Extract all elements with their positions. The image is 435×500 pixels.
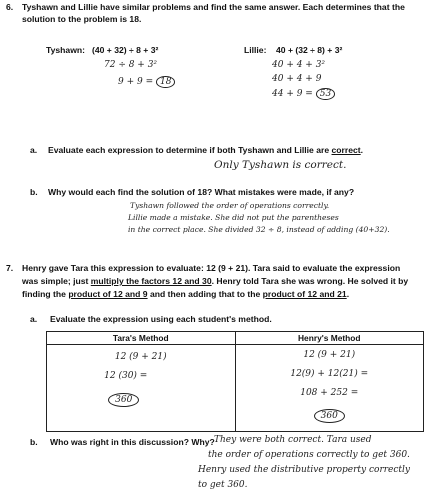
henry-answer-circle: 360	[314, 409, 345, 423]
tara-method-header: Tara's Method	[47, 332, 236, 345]
q6b-answer-line2: Lillie made a mistake. She did not put the parentheses	[128, 213, 339, 222]
lillie-expression: 40 + (32 ÷ 8) + 3²	[276, 45, 343, 55]
tara-work-step1: 12 (9 + 21)	[114, 352, 167, 362]
q6b-label: b.	[30, 187, 38, 197]
q7-line3-b: and then adding that to the	[147, 289, 263, 299]
q7-line2-b: . Henry told Tara she was wrong. He solved it by	[211, 276, 409, 286]
q7a-prompt: Evaluate the expression using each student's method.	[50, 314, 272, 324]
q7b-answer-line2: the order of operations correctly to get 360.	[208, 450, 410, 460]
q6-number: 6.	[6, 2, 14, 12]
q7-line2-underlined: multiply the factors 12 and 30	[90, 276, 212, 286]
lillie-work-step3	[272, 88, 335, 100]
q7b-prompt: Who was right in this discussion? Why?	[50, 437, 215, 447]
tara-answer-circle: 360	[108, 393, 139, 407]
tara-answer-wrap	[13, 393, 235, 407]
methods-table	[46, 331, 424, 432]
tyshawn-label: Tyshawn:	[46, 45, 85, 55]
q7-line3-underlined-2: product of 12 and 21	[262, 289, 347, 299]
q7-line3	[22, 289, 349, 300]
tyshawn-work-step2	[118, 76, 175, 88]
lillie-work-step3-text: 44 + 9 =	[272, 89, 316, 99]
q6b-answer-line1: Tyshawn followed the order of operations correctly.	[130, 201, 330, 210]
q7-line2	[22, 276, 408, 287]
q7-line1: Henry gave Tara this expression to evaluate: 12 (9 + 21). Tara said to evaluate the expression	[22, 263, 401, 273]
lillie-label: Lillie:	[244, 45, 267, 55]
q6-prompt-line2: solution to the problem is 18.	[22, 14, 142, 24]
henry-work-step2: 12(9) + 12(21) =	[290, 369, 369, 379]
tara-method-cell	[47, 345, 236, 432]
q7-line3-a: finding the	[22, 289, 69, 299]
q7b-answer-line3: Henry used the distributive property correctly	[198, 465, 411, 475]
tara-work-step2: 12 (30) =	[104, 371, 148, 381]
q6a-label: a.	[30, 145, 38, 155]
q6a-answer: Only Tyshawn is correct.	[214, 159, 347, 171]
q7a-label: a.	[30, 314, 38, 324]
q7b-answer-line1: They were both correct. Tara used	[214, 435, 372, 445]
q7-line3-underlined-1: product of 12 and 9	[68, 289, 148, 299]
q7b-label: b.	[30, 437, 38, 447]
tyshawn-expression: (40 + 32) ÷ 8 + 3²	[92, 45, 159, 55]
methods-table-work-row	[47, 345, 424, 432]
tyshawn-work-step1: 72 ÷ 8 + 3²	[104, 60, 158, 70]
lillie-answer-circle: 53	[316, 88, 335, 100]
q6a-prompt-text: Evaluate each expression to determine if both Tyshawn and Lillie are	[48, 145, 332, 155]
q7-number: 7.	[6, 263, 14, 273]
q6a-prompt	[48, 145, 363, 156]
q6-prompt-line1: Tyshawn and Lillie have similar problems and find the same answer. Each determines that the	[22, 2, 405, 12]
q7b-answer-line4: to get 360.	[198, 480, 248, 490]
q7-line2-a: was simple; just	[22, 276, 91, 286]
q6a-prompt-underlined: correct	[331, 145, 361, 155]
henry-method-header: Henry's Method	[235, 332, 424, 345]
henry-answer-wrap	[236, 409, 424, 423]
q6b-prompt: Why would each find the solution of 18? What mistakes were made, if any?	[48, 187, 355, 197]
q7-line3-c: .	[346, 289, 350, 299]
tyshawn-work-step2-text: 9 + 9 =	[118, 77, 156, 87]
henry-work-step1: 12 (9 + 21)	[303, 350, 356, 360]
tyshawn-answer-circle: 18	[156, 76, 175, 88]
henry-method-cell	[235, 345, 424, 432]
q6a-prompt-end: .	[360, 145, 364, 155]
lillie-work-step2: 40 + 4 + 9	[272, 74, 322, 84]
q6b-answer-line3: in the correct place. She divided 32 ÷ 8, instead of adding (40+32).	[128, 225, 390, 234]
henry-work-step3: 108 + 252 =	[300, 388, 359, 398]
methods-table-header-row	[47, 332, 424, 345]
lillie-work-step1: 40 + 4 + 3²	[272, 60, 326, 70]
